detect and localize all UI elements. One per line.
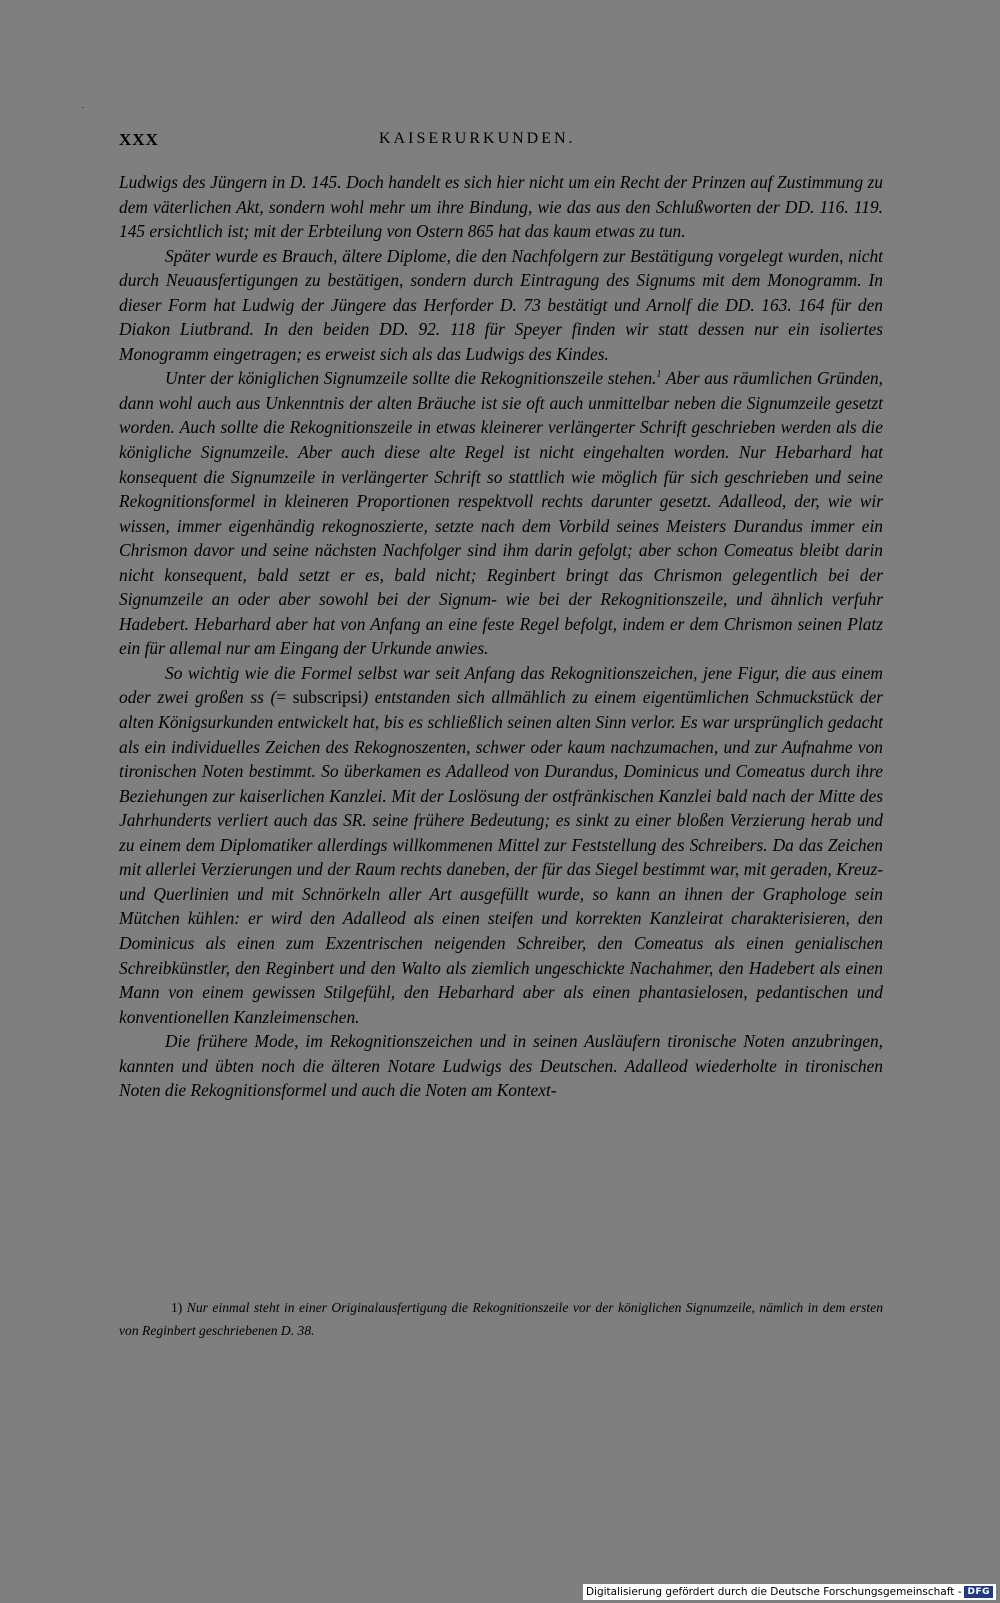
paragraph-text: Aber aus räumlichen Gründen, dann wohl auch aus Unkenntnis der alten Bräuche ist sie oft auch unmittelbar neben die Signumzeile gesetzt worden. Auch sollte die Rekognitionszeile in etwas kleinerer verlängerter Schrift geschrieben werden als die königliche Signumzeile. Aber auch diese alte Regel ist nicht eingehalten worden. Nur Hebarhard hat konsequent die Signumzeile in verlängerter Schrift so stattlich wie möglich für sich geschrieben und seine Rekognitionsformel in kleineren Proportionen respektvoll rechts darunter gesetzt. Adalleod, der, wie wir wissen, immer eigenhändig rekognoszierte, setzte nach dem Vorbild seines Meisters Durandus immer ein Chrismon davor und seine nächsten Nachfolger sind ihm darin gefolgt; aber schon Comeatus bleibt darin nicht konsequent, bald setzt er es, bald nicht; Reginbert bringt das Chrismon gelegentlich bei der Signumzeile an oder aber sowohl bei der Signum- wie bei der Rekognitionszeile, und ähnlich verfuhr Hadebert. Hebarhard aber hat von Anfang an eine feste Regel befolgt, indem er dem Chrismon seinen Platz ein für allemal nur am Eingang der Urkunde anwies. bbox=[119, 368, 883, 659]
paragraph: Später wurde es Brauch, ältere Diplome, die den Nachfolgern zur Bestätigung vorgelegt wurden, nicht durch Neuausfertigungen zu bestätigen, sondern durch Eintragung des Signums mit dem Monogramm. In dieser Form hat Ludwig der Jüngere das Herforder D. 73 bestätigt und Arnolf die DD. 163. 164 für den Diakon Liutbrand. In den beiden DD. 92. 118 für Speyer finden wir statt dessen nur ein isoliertes Monogramm eingetragen; es erweist sich als das Ludwigs des Kindes. bbox=[119, 245, 883, 364]
paragraph-text: Unter der königlichen Signumzeile sollte die Rekognitionszeile stehen. bbox=[165, 368, 657, 389]
paragraph: Ludwigs des Jüngern in D. 145. Doch handelt es sich hier nicht um ein Recht der Prinzen auf Zustimmung zu dem väterlichen Akt, sondern wohl mehr um ihre Bindung, wie das aus den Schlußworten der DD. 116. 119. 145 ersichtlich ist; mit der Erbteilung von Ostern 865 hat das kaum etwas zu tun. bbox=[119, 172, 883, 242]
footnote bbox=[119, 1296, 883, 1342]
body-text bbox=[119, 170, 883, 1103]
dfg-logo: DFG bbox=[964, 1586, 993, 1598]
dfg-credit-bar[interactable] bbox=[583, 1584, 996, 1600]
dfg-credit-text: Digitalisierung gefördert durch die Deutsche Forschungsgemeinschaft - bbox=[585, 1586, 962, 1598]
paragraph-text: ) entstanden sich allmählich zu einem eigentümlichen Schmuckstück der alten Königsurkunden entwickelt hat, bis es schließlich seinen alten Sinn verlor. Es war ursprünglich gedacht als ein individuelles Zeichen des Rekognoszenten, schwer oder kaum nachzumachen, und zur Aufnahme von tironischen Noten bestimmt. So überkamen es Adalleod von Durandus, Dominicus und Comeatus durch ihre Beziehungen zur kaiserlichen Kanzlei. Mit der Loslösung der ostfränkischen Kanzlei bald nach der Mitte des Jahrhunderts verliert auch das SR. seine frühere Bedeutung; es sinkt zu einer bloßen Verzierung herab und zu einem dem Diplomatiker allerdings willkommenen Mittel zur Feststellung des Schreibers. Da das Zeichen mit allerlei Verzierungen und der Raum rechts daneben, der für das Siegel bestimmt war, mit geraden, Kreuz- und Querlinien und mit Schnörkeln aller Art ausgefüllt wurde, so kann an ihnen der Graphologe sein Mütchen kühlen: er wird den Adalleod als einen steifen und korrekten Kanzleirat charakterisieren, den Dominicus als einen zum Exzentrischen neigenden Schreiber, den Comeatus als einen genialischen Schreibkünstler, den Reginbert und den Walto als ziemlich ungeschickte Nachahmer, den Hadebert als einen Mann von einem gewissen Stilgefühl, den Hebarhard aber als einen phantasielosen, pedantischen und konventionellen Kanzleimenschen. bbox=[119, 687, 884, 1027]
paragraph: Die frühere Mode, im Rekognitionszeichen und in seinen Ausläufern tironische Noten anzubringen, kannten und übten noch die älteren Notare Ludwigs des Deutschen. Adalleod wiederholte in tironischen Noten die Rekognitionsformel und auch die Noten am Kontext- bbox=[119, 1031, 883, 1101]
paragraph bbox=[119, 661, 883, 1029]
page-header bbox=[119, 130, 884, 158]
footnote-marker: 1) bbox=[171, 1300, 183, 1315]
scan-speck bbox=[82, 107, 84, 108]
upright-text: = subscripsi bbox=[276, 687, 363, 708]
paragraph bbox=[119, 366, 883, 661]
running-title: KAISERURKUNDEN. bbox=[379, 130, 576, 147]
page-number: XXX bbox=[119, 130, 159, 149]
footnote-text: Nur einmal steht in einer Originalausfertigung die Rekognitionszeile vor der königlichen Signumzeile, nämlich in dem ersten von Reginbert geschriebenen D. 38. bbox=[119, 1300, 883, 1338]
paragraph-text: So wichtig wie die Formel selbst war seit Anfang das Rekognitionszeichen, jene Figur, die aus einem oder zwei großen ss ( bbox=[119, 662, 883, 708]
footnote-reference: 1 bbox=[656, 369, 662, 381]
